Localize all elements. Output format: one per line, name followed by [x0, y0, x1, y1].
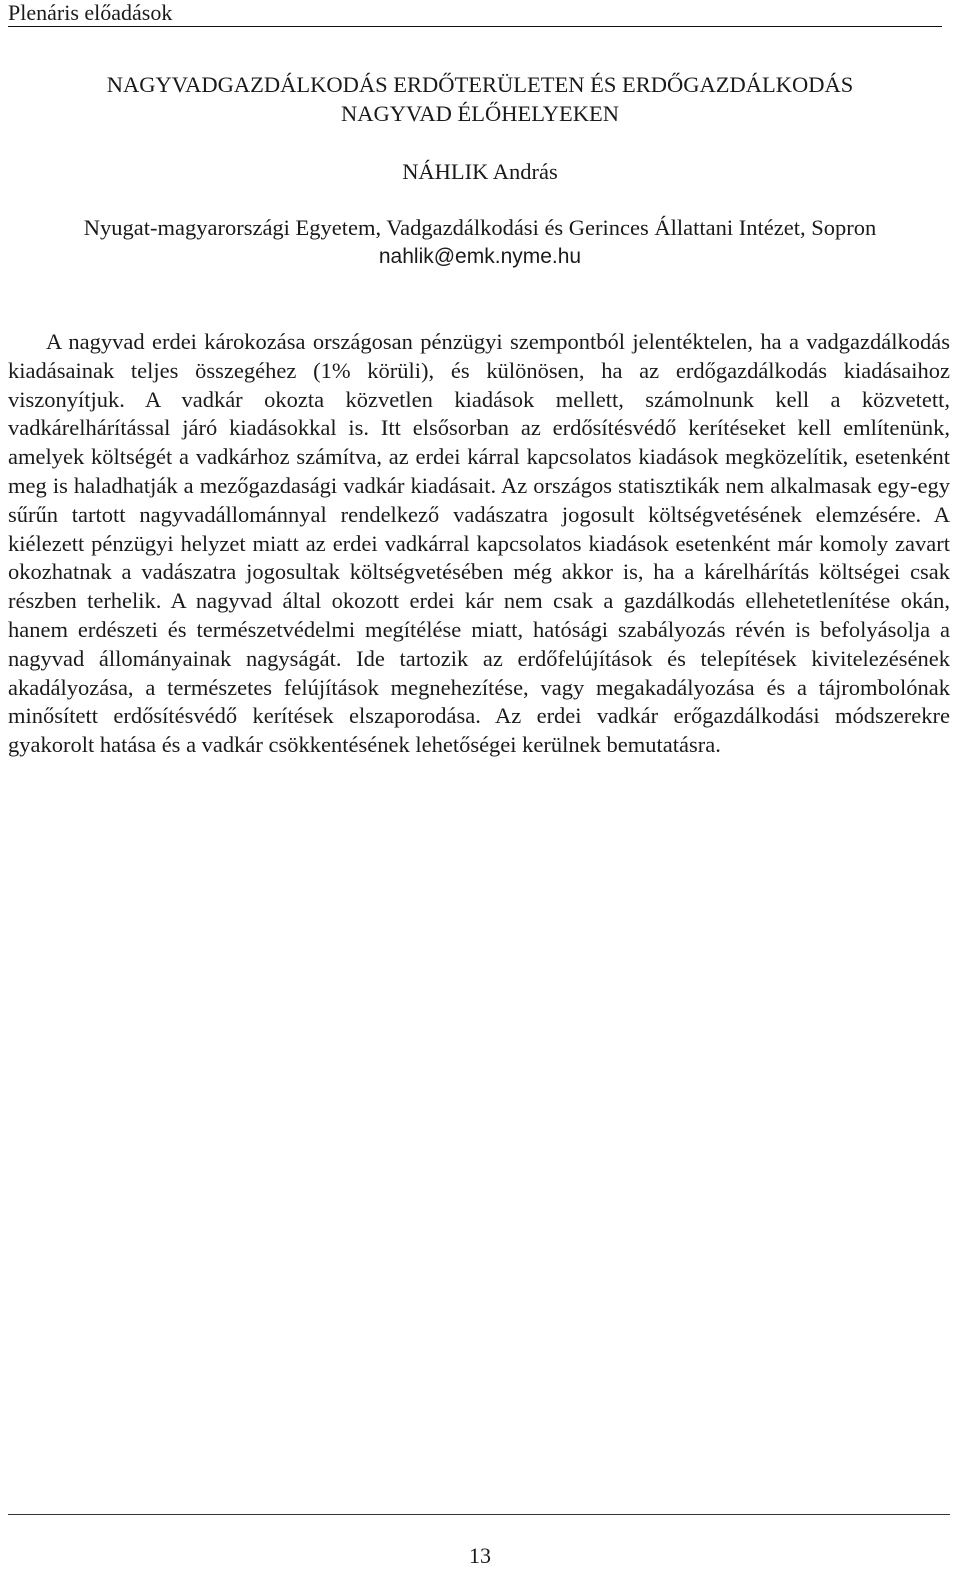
abstract-paragraph: A nagyvad erdei károkozása országosan pénzügyi szempontból jelentéktelen, ha a vadgazdálkodás kiadásainak teljes összegéhez (1% körüli), és különösen, ha az erdőgazdálkodás kiadásaihoz viszonyítjuk. A vadkár okozta közvetlen kiadások mellett, számolnunk kell a közvetett, vadkárelhárítással járó kiadásokkal is. Itt elsősorban az erdősítésvédő kerítéseket kell említenünk, amelyek költségét a vadkárhoz számítva, az erdei kárral kapcsolatos kiadások megközelítik, esetenként meg is haladhatják a mezőgazdasági vadkár kiadásait. Az országos statisztikák nem alkalmasak egy-egy sűrűn tartott nagyvadállománnyal rendelkező vadászatra jogosult költségvetésének elemzésére. A kiélezett pénzügyi helyzet miatt az erdei vadkárral kapcsolatos kiadások esetenként már komoly zavart okozhatnak a vadászatra jogosultak költségvetésében még akkor is, ha a kárelhárítás költségei csak részben terhelik. A nagyvad által okozott erdei kár nem csak a gazdálkodás ellehetetlenítése okán, hanem erdészeti és természetvédelmi megítélése miatt, hatósági szabályozás révén is befolyásolja a nagyvad állományainak nagyságát. Ide tartozik az erdőfelújítások és telepítések kivitelezésének akadályozása, a természetes felújítások megnehezítése, vagy megakadályozása és a tájrombolónak minősített erdősítésvédő kerítések elszaporodása. Az erdei vadkár erőgazdálkodási módszerekre gyakorolt hatása és a vadkár csökkentésének lehetőségei kerülnek bemutatásra.: [8, 329, 950, 758]
article-title: [0, 70, 960, 128]
footer-rule: [8, 1514, 950, 1515]
title-line-1: NAGYVADGAZDÁLKODÁS ERDŐTERÜLETEN ÉS ERDŐGAZDÁLKODÁS: [106, 72, 854, 97]
title-line-2: NAGYVAD ÉLŐHELYEKEN: [341, 101, 619, 126]
author-name: NÁHLIK András: [402, 159, 558, 184]
running-header: [8, 0, 942, 27]
author-email: nahlik@emk.nyme.hu: [378, 245, 582, 268]
author-affiliation: Nyugat-magyarországi Egyetem, Vadgazdálkodási és Gerinces Állattani Intézet, Sopron: [83, 215, 877, 240]
page-number: 13: [469, 1543, 491, 1568]
section-header: Plenáris előadások: [8, 0, 173, 25]
